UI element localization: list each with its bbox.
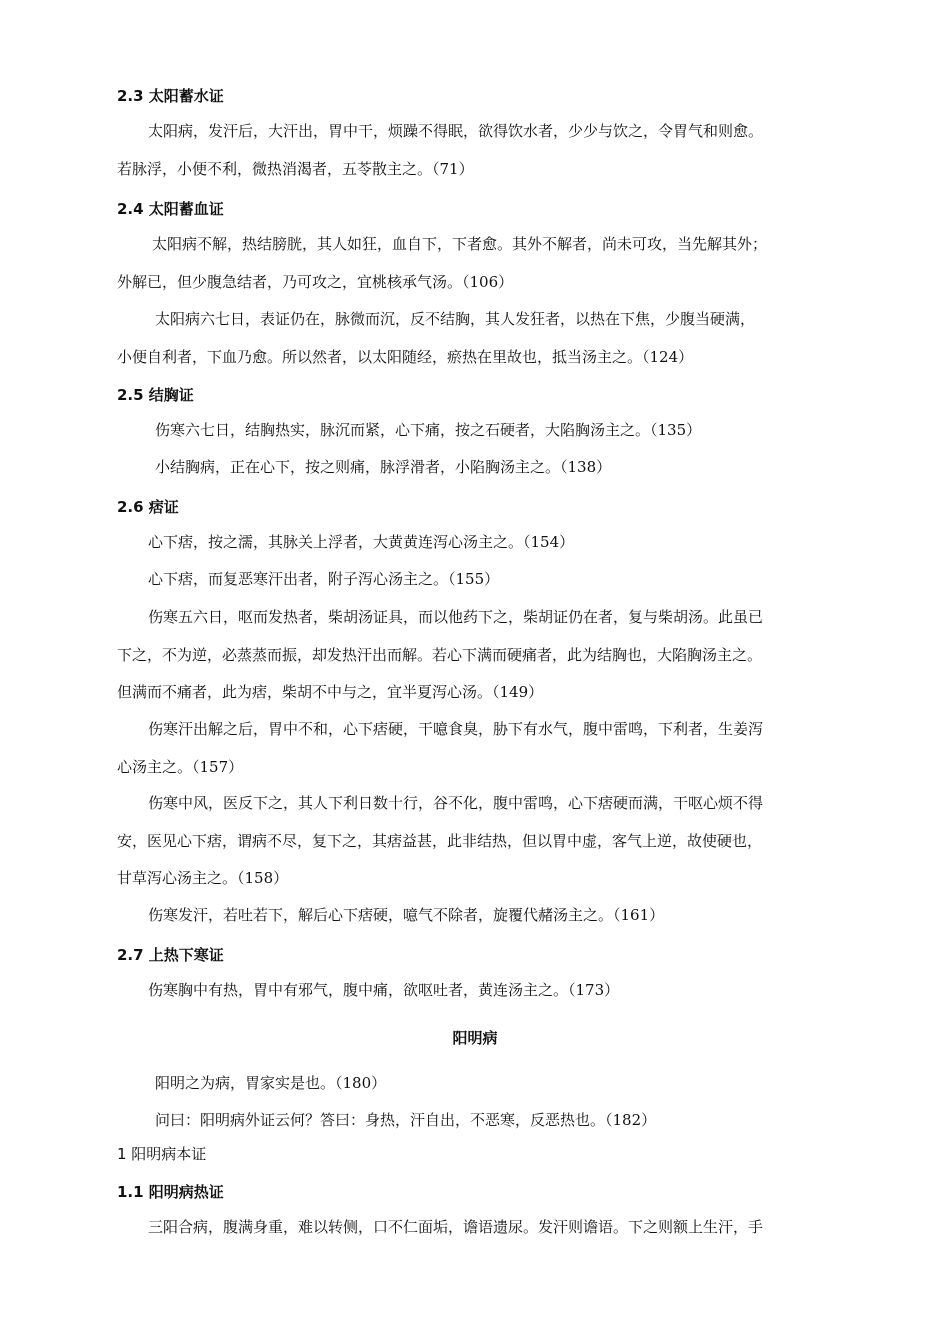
heading-1: 1 阳明病本证 [117, 1145, 207, 1163]
text-line: 伤寒胸中有热，胃中有邪气，腹中痛，欲呕吐者，黄连汤主之。（173） [148, 981, 620, 999]
paragraph [117, 113, 853, 188]
text-line: 三阳合病，腹满身重，难以转侧，口不仁面垢，谵语遗尿。发汗则谵语。下之则额上生汗，手 [148, 1218, 764, 1236]
paragraph [117, 301, 853, 376]
paragraph [117, 599, 853, 712]
paragraph [117, 972, 853, 1010]
heading-2-3: 2.3 太阳蓄水证 [117, 87, 224, 105]
paragraph [117, 711, 853, 786]
paragraph [117, 1209, 853, 1247]
text-line: 太阳病六七日，表证仍在，脉微而沉，反不结胸，其人发狂者，以热在下焦，少腹当硬满， [155, 310, 756, 328]
text-line: 伤寒汗出解之后，胃中不和，心下痞硬，干噫食臭，胁下有水气，腹中雷鸣，下利者，生姜泻 [148, 720, 764, 738]
paragraph [117, 561, 853, 599]
paragraph [117, 226, 853, 301]
text-line: 安，医见心下痞，谓病不尽，复下之，其痞益甚，此非结热，但以胃中虚，客气上逆，故使硬也， [117, 831, 763, 850]
paragraph [117, 412, 853, 450]
heading-2-6: 2.6 痞证 [117, 498, 179, 516]
paragraph [117, 1065, 853, 1103]
paragraph [117, 897, 853, 935]
paragraph [117, 1102, 853, 1140]
heading-2-7: 2.7 上热下寒证 [117, 946, 224, 964]
text-line: 太阳病不解，热结膀胱，其人如狂，血自下，下者愈。其外不解者，尚未可攻，当先解其外； [152, 235, 768, 253]
text-line: 心下痞，按之濡，其脉关上浮者，大黄黄连泻心汤主之。（154） [148, 533, 575, 551]
heading-1-1: 1.1 阳明病热证 [117, 1183, 224, 1201]
text-line: 心汤主之。（157） [117, 757, 244, 776]
text-line: 伤寒五六日，呕而发热者，柴胡汤证具，而以他药下之，柴胡证仍在者，复与柴胡汤。此虽已 [148, 608, 764, 626]
text-line: 阳明之为病，胃家实是也。（180） [155, 1074, 387, 1092]
text-line: 伤寒六七日，结胸热实，脉沉而紧，心下痛，按之石硬者，大陷胸汤主之。（135） [155, 421, 702, 439]
paragraph [117, 524, 853, 562]
text-line: 心下痞，而复恶寒汗出者，附子泻心汤主之。（155） [148, 570, 500, 588]
text-line: 太阳病，发汗后，大汗出，胃中干，烦躁不得眠，欲得饮水者，少少与饮之，令胃气和则愈。 [148, 122, 764, 140]
heading-2-5: 2.5 结胸证 [117, 386, 194, 404]
text-line: 伤寒中风，医反下之，其人下利日数十行，谷不化，腹中雷鸣，心下痞硬而满，干呕心烦不得 [148, 794, 764, 812]
text-line: 若脉浮，小便不利，微热消渴者，五苓散主之。（71） [117, 159, 474, 178]
text-line: 甘草泻心汤主之。（158） [117, 869, 289, 887]
text-line: 外解已，但少腹急结者，乃可攻之，宜桃核承气汤。（106） [117, 272, 514, 291]
paragraph [117, 785, 853, 898]
text-line: 伤寒发汗，若吐若下，解后心下痞硬，噫气不除者，旋覆代赭汤主之。（161） [148, 906, 665, 924]
heading-2-4: 2.4 太阳蓄血证 [117, 200, 224, 218]
text-line: 小结胸病，正在心下，按之则痛，脉浮滑者，小陷胸汤主之。（138） [155, 458, 612, 476]
chapter-title: 阳明病 [452, 1029, 498, 1047]
text-line: 小便自利者，下血乃愈。所以然者，以太阳随经，瘀热在里故也，抵当汤主之。（124） [117, 347, 694, 366]
text-line: 问曰：阳明病外证云何？答曰：身热，汗自出，不恶寒，反恶热也。（182） [155, 1111, 657, 1129]
text-line: 但满而不痛者，此为痞，柴胡不中与之，宜半夏泻心汤。（149） [117, 683, 544, 701]
text-line: 下之，不为逆，必蒸蒸而振，却发热汗出而解。若心下满而硬痛者，此为结胸也，大陷胸汤主之。 [117, 645, 763, 664]
paragraph [117, 449, 853, 487]
